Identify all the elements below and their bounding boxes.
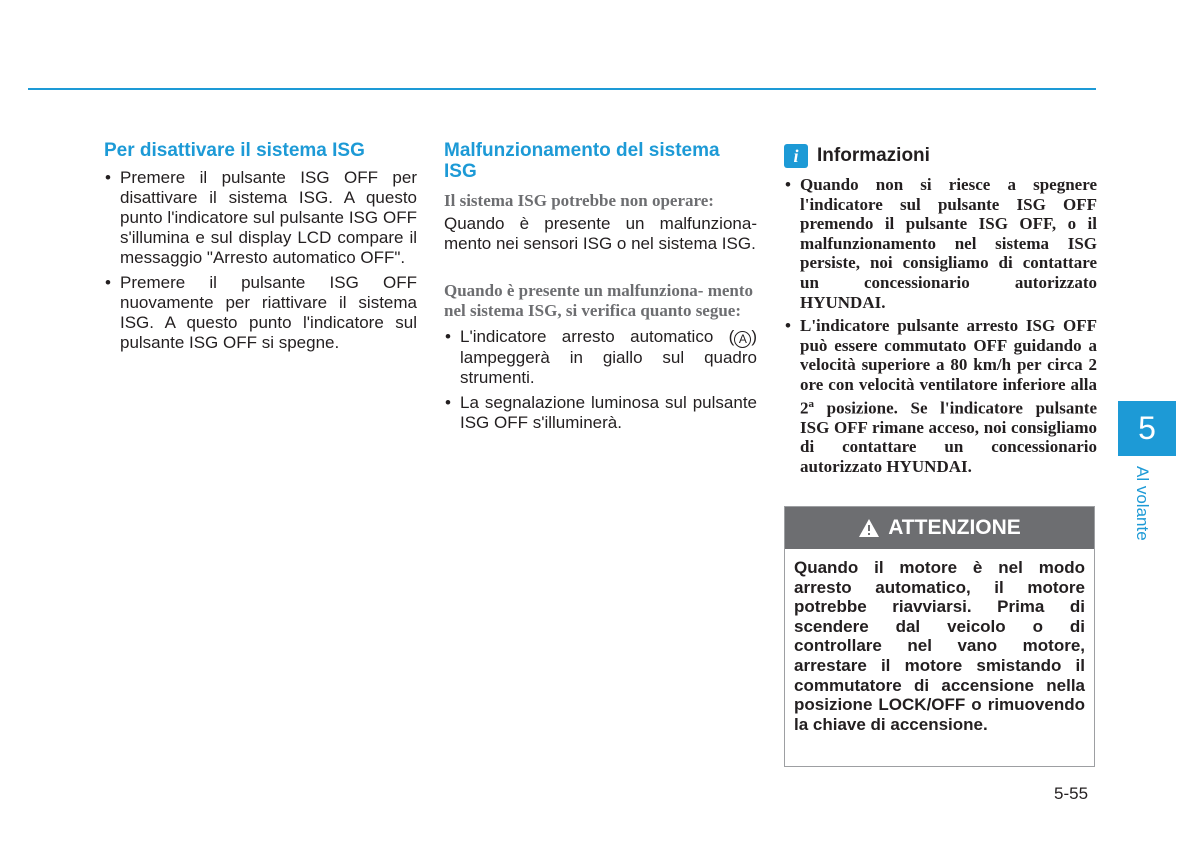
list-item: • Premere il pulsante ISG OFF per disattivare il sistema ISG. A questo punto l'indicatore sul pulsante ISG OFF s'illumina e sul display LCD compare il messaggio "Arresto automatico OFF".	[104, 168, 417, 268]
section-title-disable-isg: Per disattivare il sistema ISG	[104, 140, 365, 161]
info-header	[784, 141, 1097, 171]
section-title-isg-malfunction: Malfunzionamento del sistema ISG	[444, 140, 720, 182]
subheading-may-not-operate: Il sistema ISG potrebbe non operare:	[444, 191, 714, 210]
auto-stop-indicator-icon: A	[734, 331, 751, 348]
paragraph-malfunction-sensors: Quando è presente un malfunziona- mento nei sensori ISG o nel sistema ISG.	[444, 214, 757, 253]
chapter-label: Al volante	[1133, 466, 1152, 541]
column-information	[784, 140, 1097, 481]
list-item	[784, 316, 1097, 476]
column-disable-isg	[104, 140, 417, 358]
warning-title: ATTENZIONE	[888, 516, 1021, 539]
warning-body: Quando il motore è nel modo arresto automatico, il motore potrebbe riavviarsi. Prima di scendere dal veicolo o di controllare nel vano motore, arrestare il motore smistando il commutatore di accensione nella posizione LOCK/OFF o rimuovendo la chiave di accensione.	[794, 558, 1085, 734]
bullet-text-part: posizione. Se l'indicatore pulsante ISG OFF rimane acceso, noi consigliamo di contattare un concessionario autorizzato HYUNDAI.	[800, 398, 1097, 476]
subheading-malfunction-effects: Quando è presente un malfunziona- mento nel sistema ISG, si verifica quanto segue:	[444, 281, 754, 320]
warning-box	[784, 506, 1095, 767]
chapter-tab: 5	[1118, 401, 1176, 456]
column-isg-malfunction	[444, 140, 757, 438]
top-rule	[28, 88, 1096, 90]
bullet-text-part: L'indicatore pulsante arresto ISG OFF può essere commutato OFF guidando a velocità superiore a 80 km/h per circa 2 ore con velocità ventilatore inferiore alla 2	[800, 316, 1097, 418]
list-item: • Quando non si riesce a spegnere l'indicatore sul pulsante ISG OFF premendo il pulsante ISG OFF, o il malfunzionamento nel sistema ISG persiste, noi consigliamo di contattare un concessionario autorizzato HYUNDAI.	[784, 175, 1097, 312]
list-item	[444, 327, 757, 388]
warning-header	[785, 507, 1094, 549]
info-bullet-list	[784, 175, 1097, 477]
info-icon: i	[784, 144, 808, 168]
bullet-text-part: ) lampeggerà in giallo sul quadro strumenti.	[460, 327, 757, 387]
list-item: • La segnalazione luminosa sul pulsante ISG OFF s'illuminerà.	[444, 393, 757, 433]
bullet-list	[444, 327, 757, 433]
list-item: • Premere il pulsante ISG OFF nuovamente per riattivare il sistema ISG. A questo punto l'indicatore sul pulsante ISG OFF si spegne.	[104, 273, 417, 353]
warning-triangle-icon	[858, 518, 880, 538]
superscript: a	[808, 397, 814, 410]
page-number: 5-55	[1054, 784, 1089, 803]
bullet-text-part: L'indicatore arresto automatico (	[460, 327, 735, 346]
bullet-list	[104, 168, 417, 353]
info-title: Informazioni	[817, 145, 930, 166]
